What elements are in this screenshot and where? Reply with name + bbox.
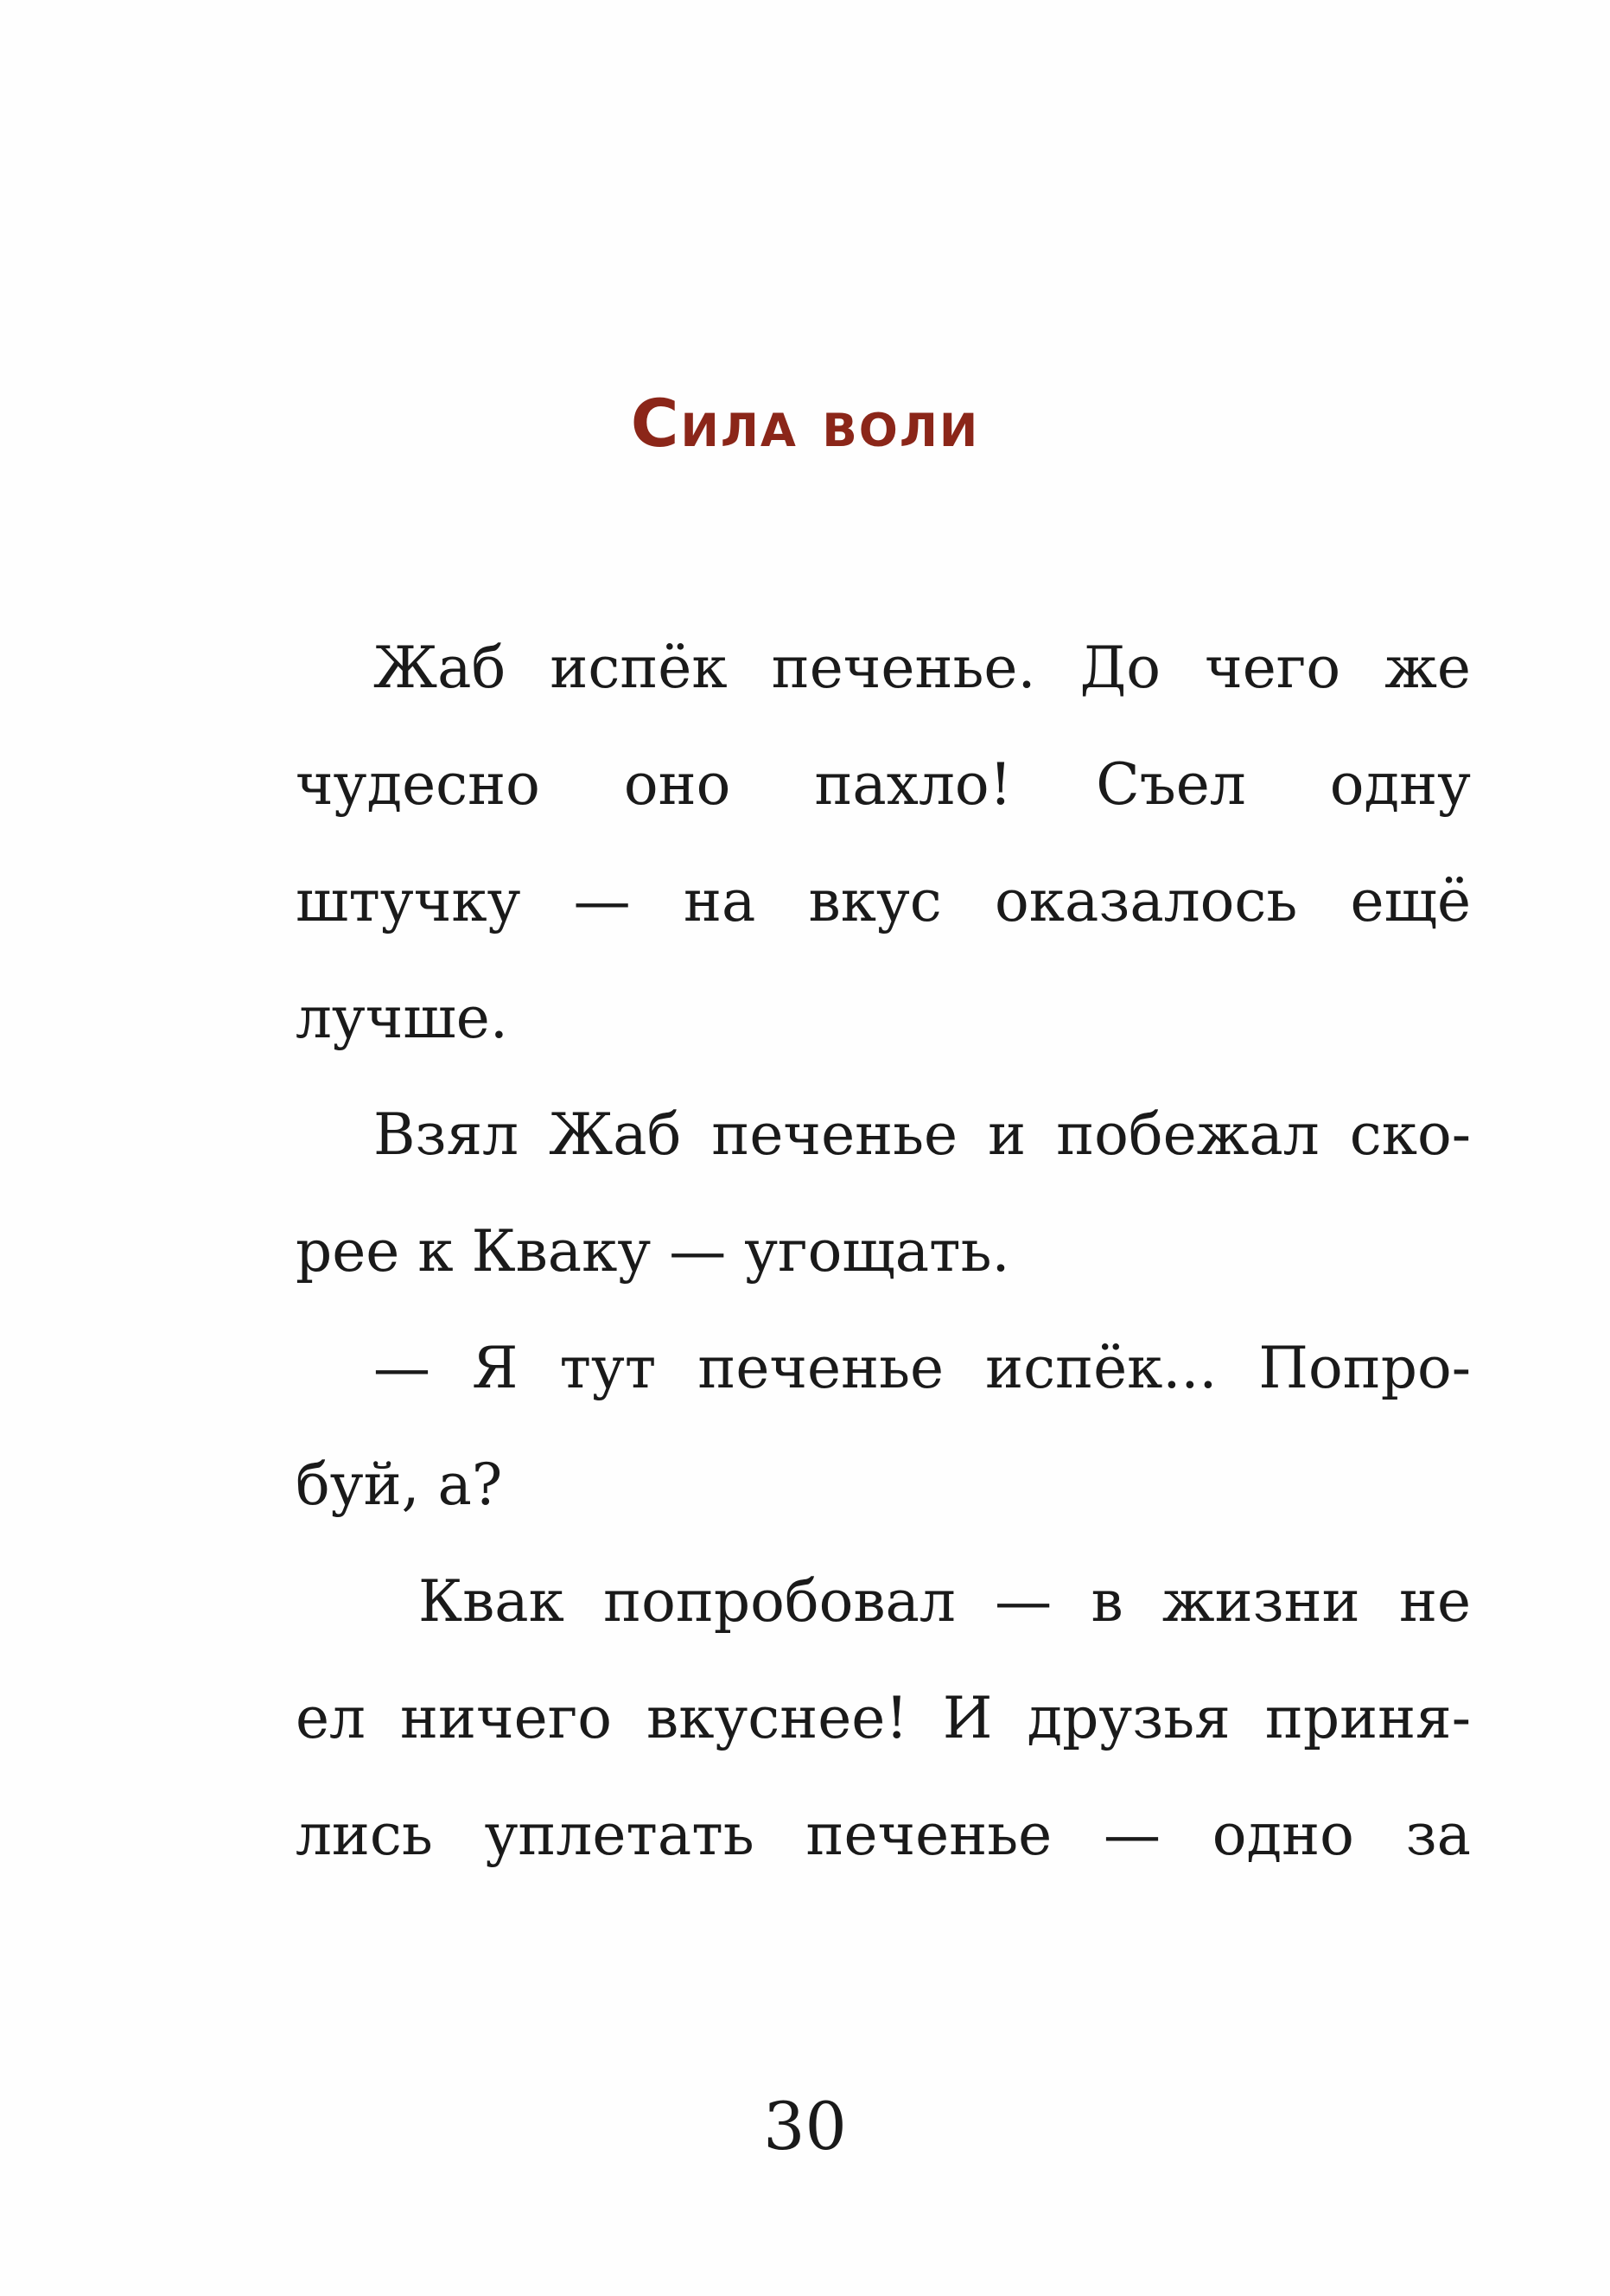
text-line-4: лучше. [296,985,508,1051]
chapter-title: Сила воли [630,385,980,462]
text-line-11: лись уплетать печенье — одно за [296,1802,1471,1868]
text-line-2: чудесно оно пахло! Съел одну [296,751,1471,818]
text-line-10: ел ничего вкуснее! И друзья приня- [296,1685,1471,1751]
text-line-8: буй, а? [296,1451,503,1518]
text-line-1: Жаб испёк печенье. До чего же [373,635,1471,701]
text-line-3: штучку — на вкус оказалось ещё [296,868,1471,934]
text-line-6: рее к Кваку — угощать. [296,1218,1010,1285]
text-line-5: Взял Жаб печенье и побежал ско- [373,1101,1471,1168]
text-line-9: Квак попробовал — в жизни не [418,1568,1471,1635]
text-line-7: — Я тут печенье испёк... Попро- [373,1335,1471,1401]
page-number: 30 [763,2088,847,2165]
